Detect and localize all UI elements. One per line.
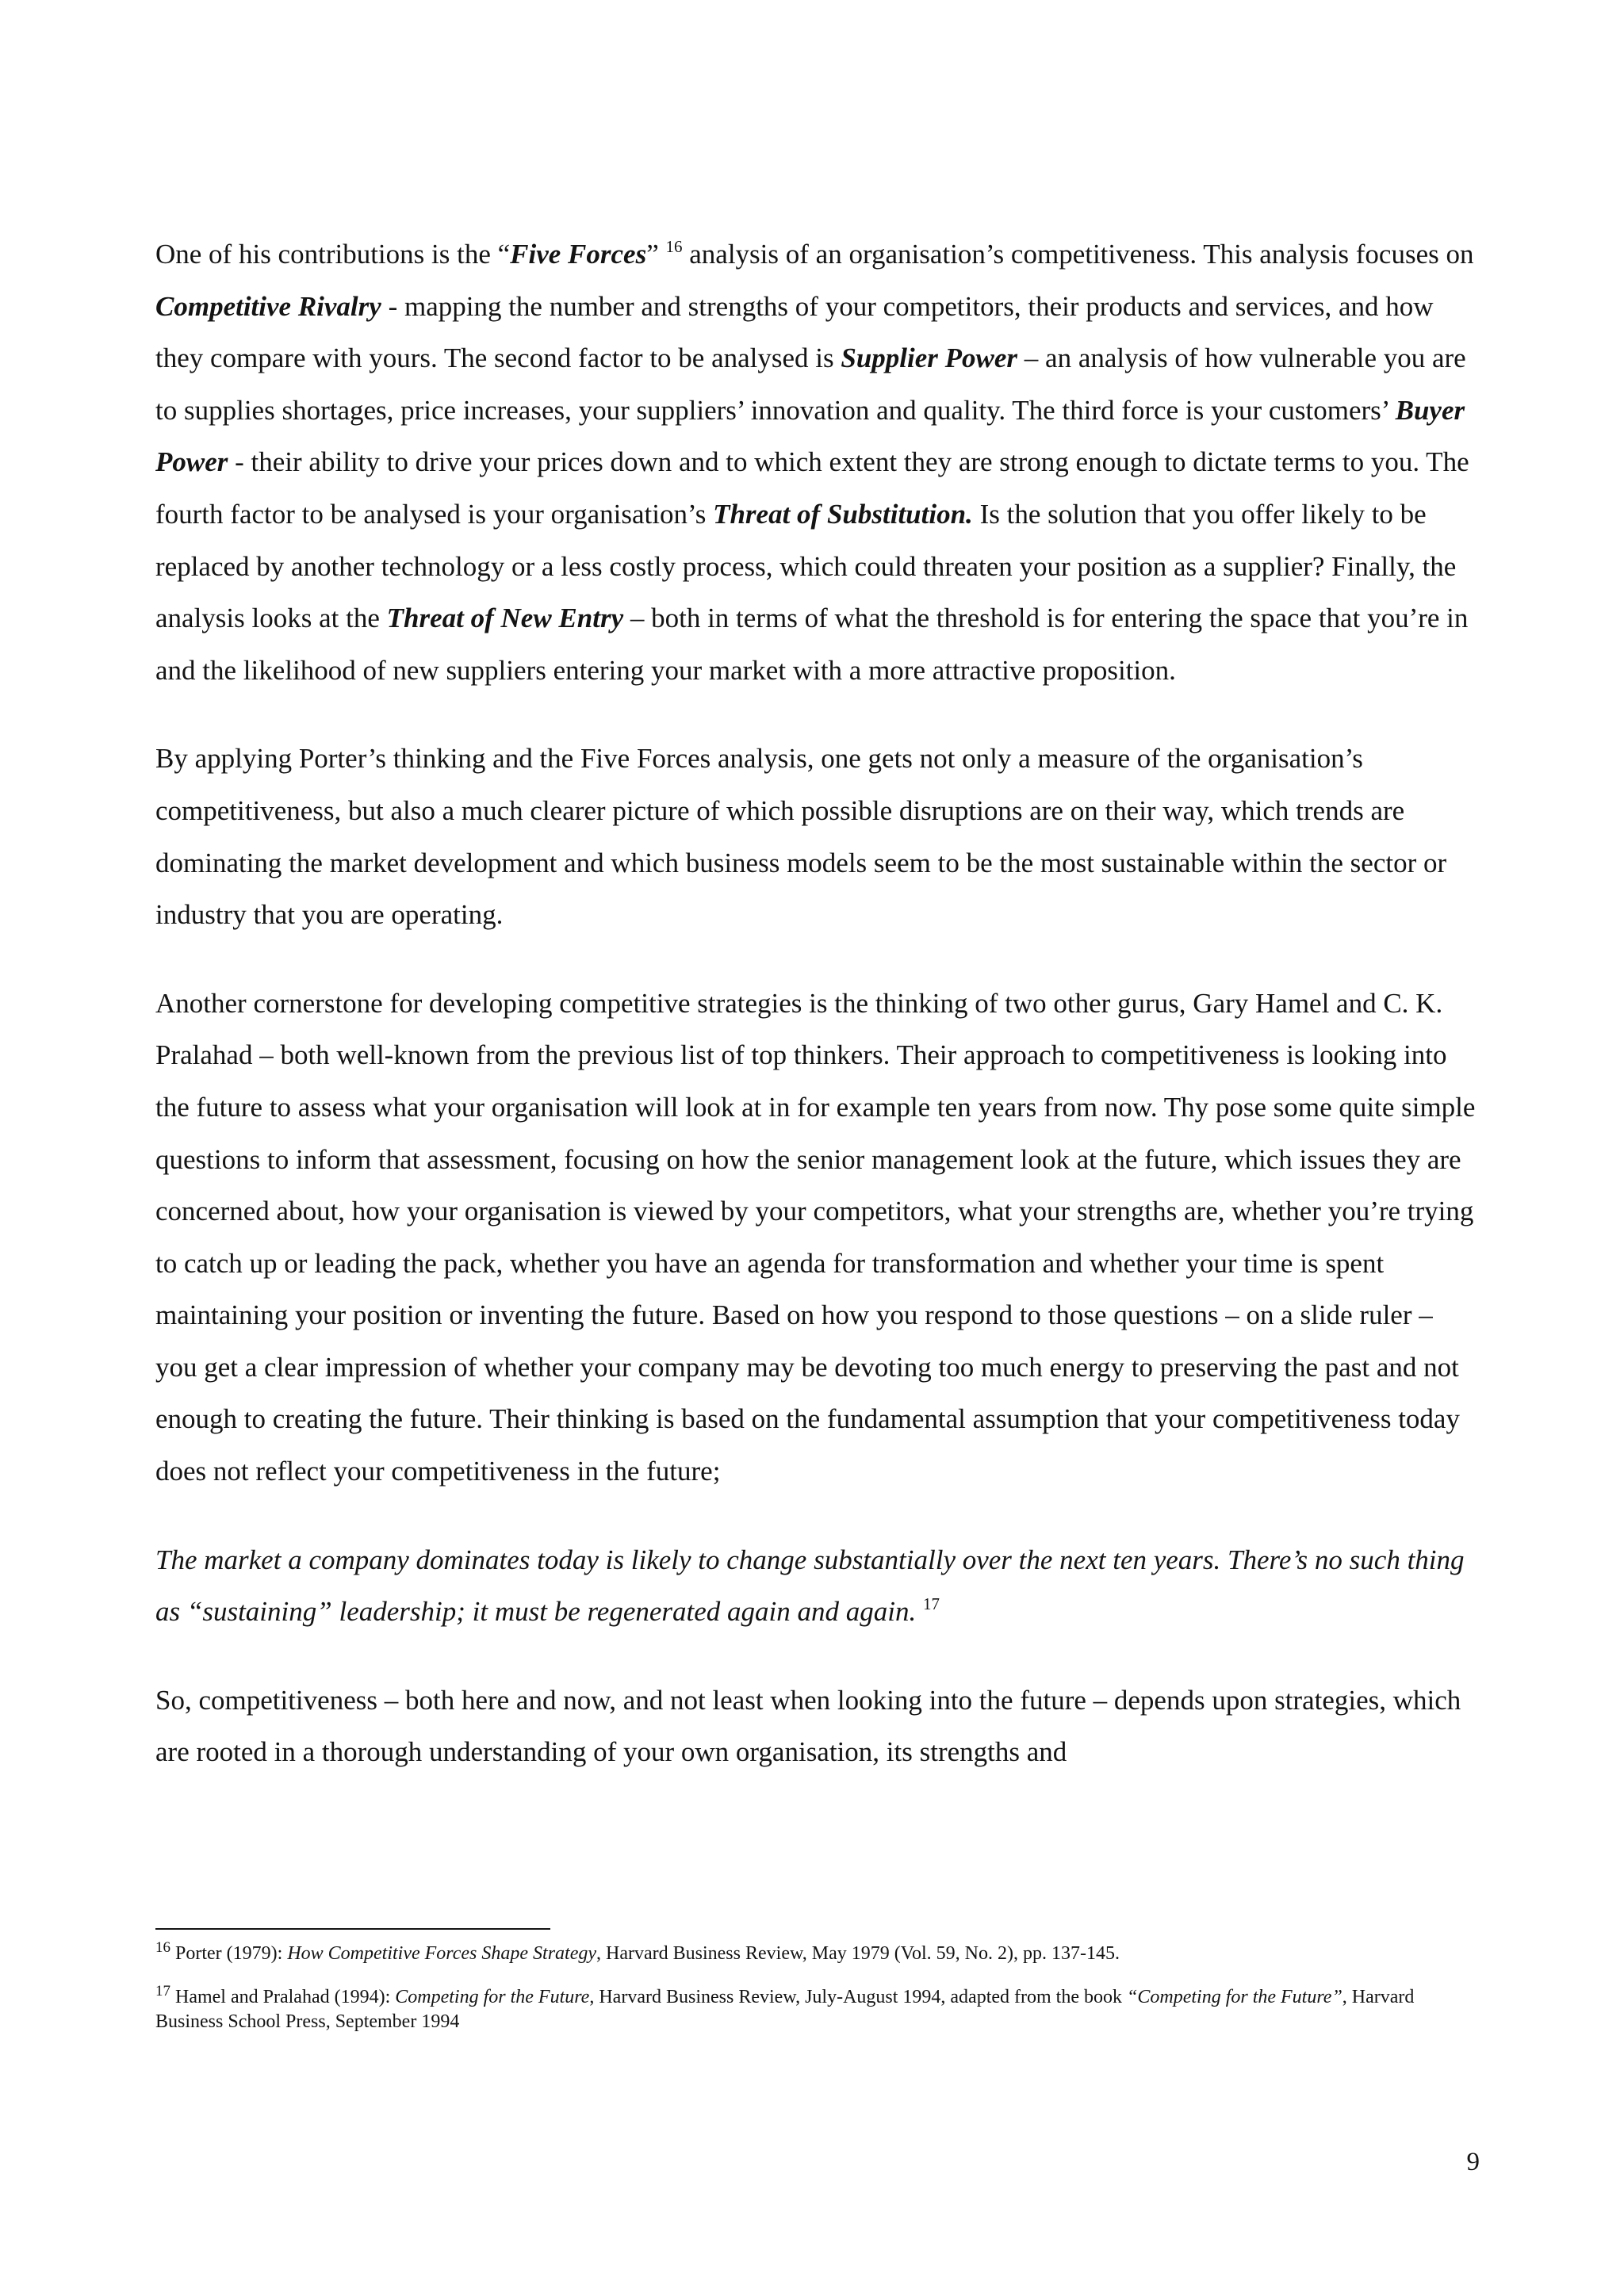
text-run: – both in terms of what the threshold is for entering the space that you’re in and the likelihood of new suppliers entering your market with a more attractive proposition. — [155, 603, 1469, 686]
term-threat-of-substitution: Threat of Substitution. — [713, 498, 973, 530]
footnote-book-title: “Competing for the Future” — [1127, 1987, 1342, 2007]
footnote-text: , Harvard Business Review, July-August 1994, adapted from the book — [589, 1987, 1128, 2007]
paragraph-hamel-pralahad: Another cornerstone for developing competitive strategies is the thinking of two other gurus, Gary Hamel and C. K. Pralahad – both well-known from the previous list of top thinkers. Their approach to competitiveness is looking into the future to assess what your organisation will look at in for example ten years from now. Thy pose some quite simple questions to inform that assessment, focusing on how the senior management look at the future, which issues they are concerned about, how your organisation is viewed by your competitors, what your strengths are, whether you’re trying to catch up or leading the pack, whether you have an agenda for transformation and whether your time is spent maintaining your position or inventing the future. Based on how you respond to those questions – on a slide ruler – you get a clear impression of whether your company may be devoting too much energy to preserving the past and not enough to creating the future. Their thinking is based on the fundamental assumption that your competitiveness today does not reflect your competitiveness in the future; — [155, 987, 1476, 1487]
paragraph-competitiveness: So, competitiveness – both here and now, and not least when looking into the future – depends upon strategies, which are rooted in a thorough understanding of your own organisation, its strengths and — [155, 1684, 1461, 1768]
term-supplier-power: Supplier Power — [841, 342, 1018, 374]
footnote-text: , Harvard Business School Press, September 1994 — [155, 1987, 1415, 2032]
term-threat-of-new-entry: Threat of New Entry — [386, 603, 624, 634]
page-number: 9 — [1466, 2148, 1480, 2176]
footnote-title: Competing for the Future — [395, 1987, 590, 2007]
paragraph-porter-thinking: By applying Porter’s thinking and the Five Forces analysis, one gets not only a measure of the organisation’s competitiveness, but also a much clearer picture of which possible disruptions are on their way, which trends are dominating the market development and which business models seem to be the most sustainable within the sector or industry that you are operating. — [155, 743, 1447, 931]
quote-text: The market a company dominates today is likely to change substantially over the next ten years. There’s no such thing as “sustaining” leadership; it must be regenerated again and again. — [155, 1544, 1465, 1628]
footnote-reference-16[interactable]: 16 — [665, 237, 683, 256]
footnote-number: 17 — [155, 1983, 170, 1999]
footnote-number: 16 — [155, 1939, 170, 1956]
footnote-title: How Competitive Forces Shape Strategy — [287, 1943, 597, 1964]
term-competitive-rivalry: Competitive Rivalry — [155, 290, 381, 322]
term-five-forces: Five Forces — [510, 239, 647, 270]
footnote-16 — [155, 1939, 1480, 1966]
footnote-separator — [155, 1928, 550, 1930]
paragraph-five-forces — [155, 228, 1480, 696]
footnote-text: Porter (1979): — [175, 1943, 288, 1964]
text-run: analysis of an organisation’s competitiveness. This analysis focuses on — [682, 239, 1474, 270]
block-quote — [155, 1534, 1480, 1638]
text-run: Is the solution that you offer likely to be replaced by another technology or a less costly process, which could threaten your position as a supplier? Finally, the analysis looks at the — [155, 498, 1457, 634]
footnotes — [155, 1939, 1480, 2053]
footnote-text: Hamel and Pralahad (1994): — [175, 1987, 396, 2007]
footnote-text: , Harvard Business Review, May 1979 (Vol. 59, No. 2), pp. 137-145. — [596, 1943, 1120, 1964]
term-buyer-power: Buyer Power — [155, 394, 1465, 478]
text-run: ” — [646, 239, 666, 270]
text-run: - mapping the number and strengths of your competitors, their products and services, and how they compare with yours. The second factor to be analysed is — [155, 290, 1434, 374]
footnote-reference-17[interactable]: 17 — [923, 1594, 940, 1614]
text-run: One of his contributions is the “ — [155, 239, 511, 270]
body-text — [155, 228, 1480, 1815]
text-run: – an analysis of how vulnerable you are to supplies shortages, price increases, your suppliers’ innovation and quality. The third force is your customers’ — [155, 342, 1466, 426]
footnote-17 — [155, 1985, 1480, 2034]
text-run: - their ability to drive your prices down and to which extent they are strong enough to dictate terms to you. The fourth factor to be analysed is your organisation’s — [155, 446, 1469, 530]
